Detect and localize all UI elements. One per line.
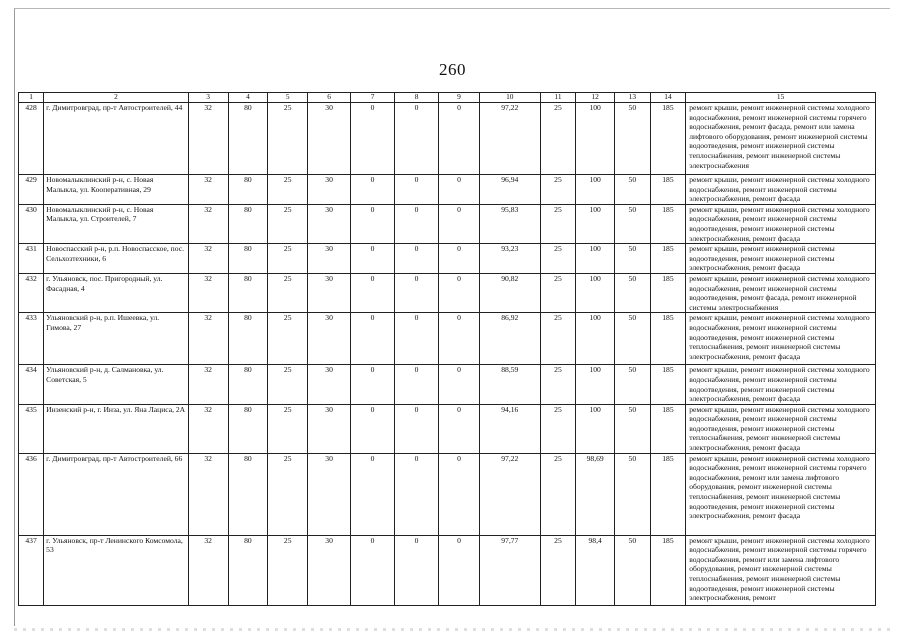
cell-c9: 0 xyxy=(439,103,480,175)
cell-c13: 50 xyxy=(615,535,651,605)
cell-c5: 25 xyxy=(268,244,308,274)
column-number-row xyxy=(19,93,876,103)
cell-c4: 80 xyxy=(228,404,268,453)
cell-c10: 88,59 xyxy=(479,365,540,404)
repair-works-cell: ремонт крыши, ремонт инженерной системы водоотведения, ремонт инженерной системы электроснабжения, ремонт фасада xyxy=(686,244,876,274)
cell-c7: 0 xyxy=(351,103,395,175)
cell-c3: 32 xyxy=(188,103,228,175)
cell-c13: 50 xyxy=(615,103,651,175)
cell-c3: 32 xyxy=(188,313,228,365)
cell-c14: 185 xyxy=(650,404,686,453)
cell-c7: 0 xyxy=(351,273,395,312)
row-number-cell: 435 xyxy=(19,404,44,453)
cell-c11: 25 xyxy=(540,404,576,453)
column-header: 10 xyxy=(479,93,540,103)
cell-c5: 25 xyxy=(268,365,308,404)
cell-c11: 25 xyxy=(540,313,576,365)
column-header: 11 xyxy=(540,93,576,103)
repair-works-cell: ремонт крыши, ремонт инженерной системы холодного водоснабжения, ремонт инженерной системы горячего водоснабжения, ремонт или замена лифтового оборудования, ремонт инженерной системы теплоснабжения, ремонт инженерной системы водоотведения, ремонт инженерной системы электроснабжения, ремонт фасада xyxy=(686,453,876,535)
cell-c9: 0 xyxy=(439,535,480,605)
cell-c8: 0 xyxy=(395,453,439,535)
cell-c6: 30 xyxy=(308,313,351,365)
cell-c3: 32 xyxy=(188,535,228,605)
address-cell: г. Димитровград, пр-т Автостроителей, 66 xyxy=(44,453,189,535)
cell-c8: 0 xyxy=(395,404,439,453)
cell-c5: 25 xyxy=(268,453,308,535)
cell-c10: 90,82 xyxy=(479,273,540,312)
cell-c6: 30 xyxy=(308,365,351,404)
cell-c11: 25 xyxy=(540,535,576,605)
cell-c10: 93,23 xyxy=(479,244,540,274)
cell-c5: 25 xyxy=(268,204,308,243)
cell-c6: 30 xyxy=(308,175,351,205)
cell-c8: 0 xyxy=(395,273,439,312)
cell-c13: 50 xyxy=(615,453,651,535)
row-number-cell: 431 xyxy=(19,244,44,274)
cell-c14: 185 xyxy=(650,535,686,605)
cell-c12: 100 xyxy=(576,175,615,205)
cell-c5: 25 xyxy=(268,313,308,365)
cell-c12: 100 xyxy=(576,204,615,243)
address-cell: Ульяновский р-н, д. Салмановка, ул. Советская, 5 xyxy=(44,365,189,404)
cell-c14: 185 xyxy=(650,175,686,205)
cell-c4: 80 xyxy=(228,273,268,312)
cell-c8: 0 xyxy=(395,175,439,205)
table-row xyxy=(19,244,876,274)
cell-c9: 0 xyxy=(439,365,480,404)
cell-c3: 32 xyxy=(188,244,228,274)
cell-c4: 80 xyxy=(228,175,268,205)
cell-c10: 95,83 xyxy=(479,204,540,243)
column-header: 14 xyxy=(650,93,686,103)
cell-c12: 100 xyxy=(576,313,615,365)
cell-c6: 30 xyxy=(308,535,351,605)
column-header: 5 xyxy=(268,93,308,103)
cell-c14: 185 xyxy=(650,365,686,404)
cell-c6: 30 xyxy=(308,244,351,274)
cell-c9: 0 xyxy=(439,244,480,274)
cell-c14: 185 xyxy=(650,103,686,175)
cell-c4: 80 xyxy=(228,204,268,243)
row-number-cell: 437 xyxy=(19,535,44,605)
cell-c11: 25 xyxy=(540,204,576,243)
address-cell: г. Ульяновск, пос. Пригородный, ул. Фасадная, 4 xyxy=(44,273,189,312)
cell-c8: 0 xyxy=(395,103,439,175)
row-number-cell: 429 xyxy=(19,175,44,205)
cell-c14: 185 xyxy=(650,244,686,274)
cell-c6: 30 xyxy=(308,453,351,535)
cell-c8: 0 xyxy=(395,204,439,243)
cell-c7: 0 xyxy=(351,244,395,274)
cell-c5: 25 xyxy=(268,404,308,453)
cell-c4: 80 xyxy=(228,365,268,404)
cell-c9: 0 xyxy=(439,453,480,535)
cell-c3: 32 xyxy=(188,404,228,453)
table-row xyxy=(19,175,876,205)
cell-c13: 50 xyxy=(615,175,651,205)
cell-c12: 100 xyxy=(576,273,615,312)
repair-works-cell: ремонт крыши, ремонт инженерной системы холодного водоснабжения, ремонт инженерной системы электроснабжения, ремонт фасада xyxy=(686,175,876,205)
cell-c9: 0 xyxy=(439,313,480,365)
cell-c3: 32 xyxy=(188,175,228,205)
cell-c7: 0 xyxy=(351,175,395,205)
cell-c10: 86,92 xyxy=(479,313,540,365)
column-header: 2 xyxy=(44,93,189,103)
table-row xyxy=(19,204,876,243)
column-header: 8 xyxy=(395,93,439,103)
cell-c4: 80 xyxy=(228,535,268,605)
cell-c7: 0 xyxy=(351,535,395,605)
cell-c9: 0 xyxy=(439,175,480,205)
cell-c11: 25 xyxy=(540,453,576,535)
cell-c6: 30 xyxy=(308,404,351,453)
repair-works-cell: ремонт крыши, ремонт инженерной системы холодного водоснабжения, ремонт инженерной системы водоотведения, ремонт инженерной системы электроснабжения, ремонт фасада xyxy=(686,204,876,243)
column-header: 9 xyxy=(439,93,480,103)
cell-c8: 0 xyxy=(395,313,439,365)
cell-c12: 98,4 xyxy=(576,535,615,605)
cell-c10: 97,22 xyxy=(479,103,540,175)
cell-c4: 80 xyxy=(228,453,268,535)
cell-c7: 0 xyxy=(351,204,395,243)
cell-c12: 98,69 xyxy=(576,453,615,535)
cell-c8: 0 xyxy=(395,535,439,605)
column-header: 15 xyxy=(686,93,876,103)
cell-c4: 80 xyxy=(228,313,268,365)
repair-works-cell: ремонт крыши, ремонт инженерной системы холодного водоснабжения, ремонт инженерной системы горячего водоснабжения, ремонт фасада, ремонт или замена лифтового оборудования, ремонт инженерной системы водоотведения, ремонт инженерной системы теплоснабжения, ремонт инженерной системы электроснабжения xyxy=(686,103,876,175)
cell-c5: 25 xyxy=(268,273,308,312)
cell-c5: 25 xyxy=(268,103,308,175)
cell-c9: 0 xyxy=(439,204,480,243)
row-number-cell: 432 xyxy=(19,273,44,312)
row-number-cell: 436 xyxy=(19,453,44,535)
column-header: 4 xyxy=(228,93,268,103)
cell-c11: 25 xyxy=(540,273,576,312)
cell-c6: 30 xyxy=(308,273,351,312)
cell-c13: 50 xyxy=(615,404,651,453)
cell-c12: 100 xyxy=(576,365,615,404)
repair-works-cell: ремонт крыши, ремонт инженерной системы холодного водоснабжения, ремонт инженерной системы водоотведения, ремонт инженерной системы теплоснабжения, ремонт инженерной системы электроснабжения, ремонт фасада xyxy=(686,313,876,365)
cell-c13: 50 xyxy=(615,313,651,365)
cell-c10: 96,94 xyxy=(479,175,540,205)
cell-c8: 0 xyxy=(395,244,439,274)
row-number-cell: 434 xyxy=(19,365,44,404)
page-number: 260 xyxy=(439,60,466,79)
scan-bottom-edge xyxy=(14,628,890,631)
cell-c11: 25 xyxy=(540,175,576,205)
cell-c9: 0 xyxy=(439,404,480,453)
cell-c11: 25 xyxy=(540,244,576,274)
cell-c7: 0 xyxy=(351,404,395,453)
table-row xyxy=(19,365,876,404)
column-header: 3 xyxy=(188,93,228,103)
table-row xyxy=(19,103,876,175)
column-header: 12 xyxy=(576,93,615,103)
cell-c13: 50 xyxy=(615,365,651,404)
cell-c13: 50 xyxy=(615,204,651,243)
cell-c3: 32 xyxy=(188,453,228,535)
repair-table-container xyxy=(18,92,876,606)
cell-c5: 25 xyxy=(268,175,308,205)
repair-works-cell: ремонт крыши, ремонт инженерной системы холодного водоснабжения, ремонт инженерной системы водоотведения, ремонт фасада, ремонт инженерной системы электроснабжения xyxy=(686,273,876,312)
table-body xyxy=(19,103,876,606)
row-number-cell: 428 xyxy=(19,103,44,175)
cell-c9: 0 xyxy=(439,273,480,312)
repair-works-cell: ремонт крыши, ремонт инженерной системы холодного водоснабжения, ремонт инженерной системы водоотведения, ремонт инженерной системы электроснабжения, ремонт фасада xyxy=(686,365,876,404)
cell-c12: 100 xyxy=(576,404,615,453)
table-row xyxy=(19,535,876,605)
repair-works-cell: ремонт крыши, ремонт инженерной системы холодного водоснабжения, ремонт инженерной системы водоотведения, ремонт инженерной системы теплоснабжения, ремонт инженерной системы электроснабжения, ремонт фасада xyxy=(686,404,876,453)
cell-c11: 25 xyxy=(540,103,576,175)
cell-c13: 50 xyxy=(615,273,651,312)
cell-c3: 32 xyxy=(188,204,228,243)
cell-c8: 0 xyxy=(395,365,439,404)
cell-c3: 32 xyxy=(188,273,228,312)
cell-c11: 25 xyxy=(540,365,576,404)
cell-c6: 30 xyxy=(308,204,351,243)
table-row xyxy=(19,273,876,312)
table-row xyxy=(19,404,876,453)
cell-c10: 94,16 xyxy=(479,404,540,453)
cell-c5: 25 xyxy=(268,535,308,605)
cell-c10: 97,22 xyxy=(479,453,540,535)
cell-c12: 100 xyxy=(576,103,615,175)
column-header: 13 xyxy=(615,93,651,103)
cell-c14: 185 xyxy=(650,204,686,243)
cell-c4: 80 xyxy=(228,103,268,175)
cell-c4: 80 xyxy=(228,244,268,274)
address-cell: Новомалыклинский р-н, с. Новая Малыкла, ул. Кооперативная, 29 xyxy=(44,175,189,205)
column-header: 1 xyxy=(19,93,44,103)
repair-works-cell: ремонт крыши, ремонт инженерной системы холодного водоснабжения, ремонт инженерной системы горячего водоснабжения, ремонт или замена лифтового оборудования, ремонт инженерной системы теплоснабжения, ремонт инженерной системы водоотведения, ремонт инженерной системы электроснабжения, ремонт xyxy=(686,535,876,605)
cell-c7: 0 xyxy=(351,313,395,365)
column-header: 7 xyxy=(351,93,395,103)
repair-table xyxy=(18,92,876,606)
cell-c14: 185 xyxy=(650,313,686,365)
address-cell: Ульяновский р-н, р.п. Ишеевка, ул. Гимова, 27 xyxy=(44,313,189,365)
cell-c14: 185 xyxy=(650,453,686,535)
row-number-cell: 430 xyxy=(19,204,44,243)
column-header: 6 xyxy=(308,93,351,103)
cell-c7: 0 xyxy=(351,453,395,535)
address-cell: Новоспасский р-н, р.п. Новоспасское, пос. Сельхозтехники, 6 xyxy=(44,244,189,274)
row-number-cell: 433 xyxy=(19,313,44,365)
address-cell: г. Ульяновск, пр-т Ленинского Комсомола, 53 xyxy=(44,535,189,605)
cell-c7: 0 xyxy=(351,365,395,404)
address-cell: Инзенский р-н, г. Инза, ул. Яна Лациса, 2А xyxy=(44,404,189,453)
cell-c6: 30 xyxy=(308,103,351,175)
address-cell: Новомалыклинский р-н, с. Новая Малыкла, ул. Строителей, 7 xyxy=(44,204,189,243)
cell-c12: 100 xyxy=(576,244,615,274)
cell-c14: 185 xyxy=(650,273,686,312)
address-cell: г. Димитровград, пр-т Автостроителей, 44 xyxy=(44,103,189,175)
cell-c13: 50 xyxy=(615,244,651,274)
table-row xyxy=(19,453,876,535)
table-row xyxy=(19,313,876,365)
cell-c3: 32 xyxy=(188,365,228,404)
cell-c10: 97,77 xyxy=(479,535,540,605)
